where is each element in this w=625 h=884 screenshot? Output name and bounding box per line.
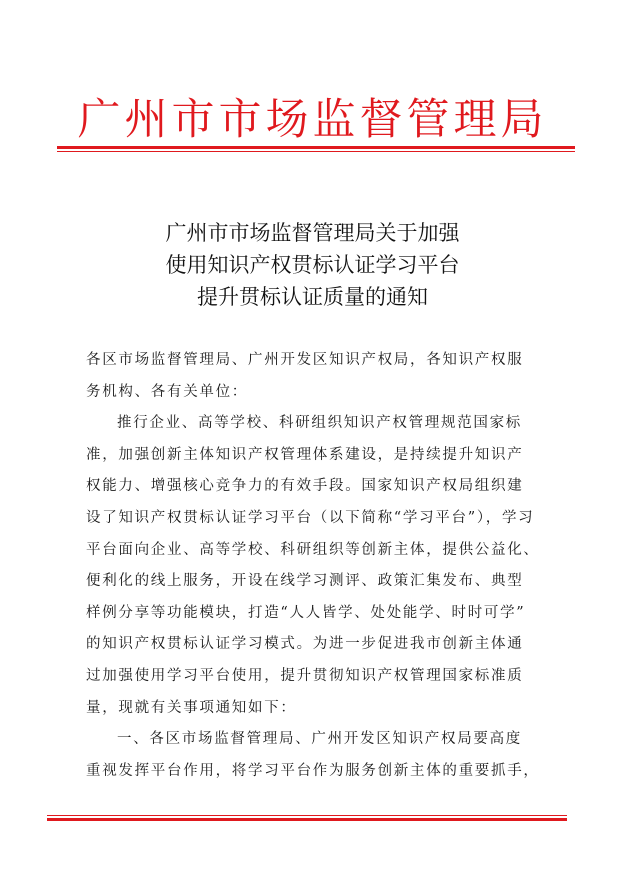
footer-rule-thin — [47, 815, 567, 816]
body-line: 重视发挥平台作用，将学习平台作为服务创新主体的重要抓手， — [86, 762, 540, 779]
body-line: 一、各区市场监督管理局、广州开发区知识产权局要高度 — [117, 731, 522, 748]
letterhead-rule-thin — [57, 151, 575, 152]
body-line: 样例分享等功能模块，打造“人人皆学、处处能学、时时可学” — [86, 604, 526, 621]
body-line: 准，加强创新主体知识产权管理体系建设，是持续提升知识产 — [86, 446, 524, 463]
title-line: 使用知识产权贯标认证学习平台 — [165, 253, 460, 277]
addressee-line: 各区市场监督管理局、广州开发区知识产权局，各知识产权服 — [86, 352, 524, 368]
body-line: 量，现就有关事项通知如下： — [86, 699, 297, 716]
body-line: 权能力、增强核心竞争力的有效手段。国家知识产权局组织建 — [86, 478, 524, 495]
body-line: 的知识产权贯标认证学习模式。为进一步促进我市创新主体通 — [86, 636, 524, 653]
body-line: 平台面向企业、高等学校、科研组织等创新主体，提供公益化、 — [86, 541, 540, 558]
letterhead-org-name: 广州市市场监督管理局 — [77, 95, 548, 145]
title-line: 广州市市场监督管理局关于加强 — [165, 221, 460, 245]
addressee-line: 务机构、各有关单位： — [86, 383, 248, 400]
title-line: 提升贯标认证质量的通知 — [197, 285, 428, 309]
footer-rule-thick — [47, 818, 567, 821]
body-line: 过加强使用学习平台使用，提升贯彻知识产权管理国家标准质 — [86, 667, 524, 684]
body-line: 设了知识产权贯标认证学习平台（以下简称“学习平台”），学习 — [86, 509, 535, 526]
body-line: 推行企业、高等学校、科研组织知识产权管理规范国家标 — [117, 415, 522, 432]
letterhead-rule-thick — [57, 146, 575, 149]
document-body — [86, 345, 542, 787]
document-title — [0, 217, 625, 313]
body-line: 便利化的线上服务，开设在线学习测评、政策汇集发布、典型 — [86, 573, 524, 590]
